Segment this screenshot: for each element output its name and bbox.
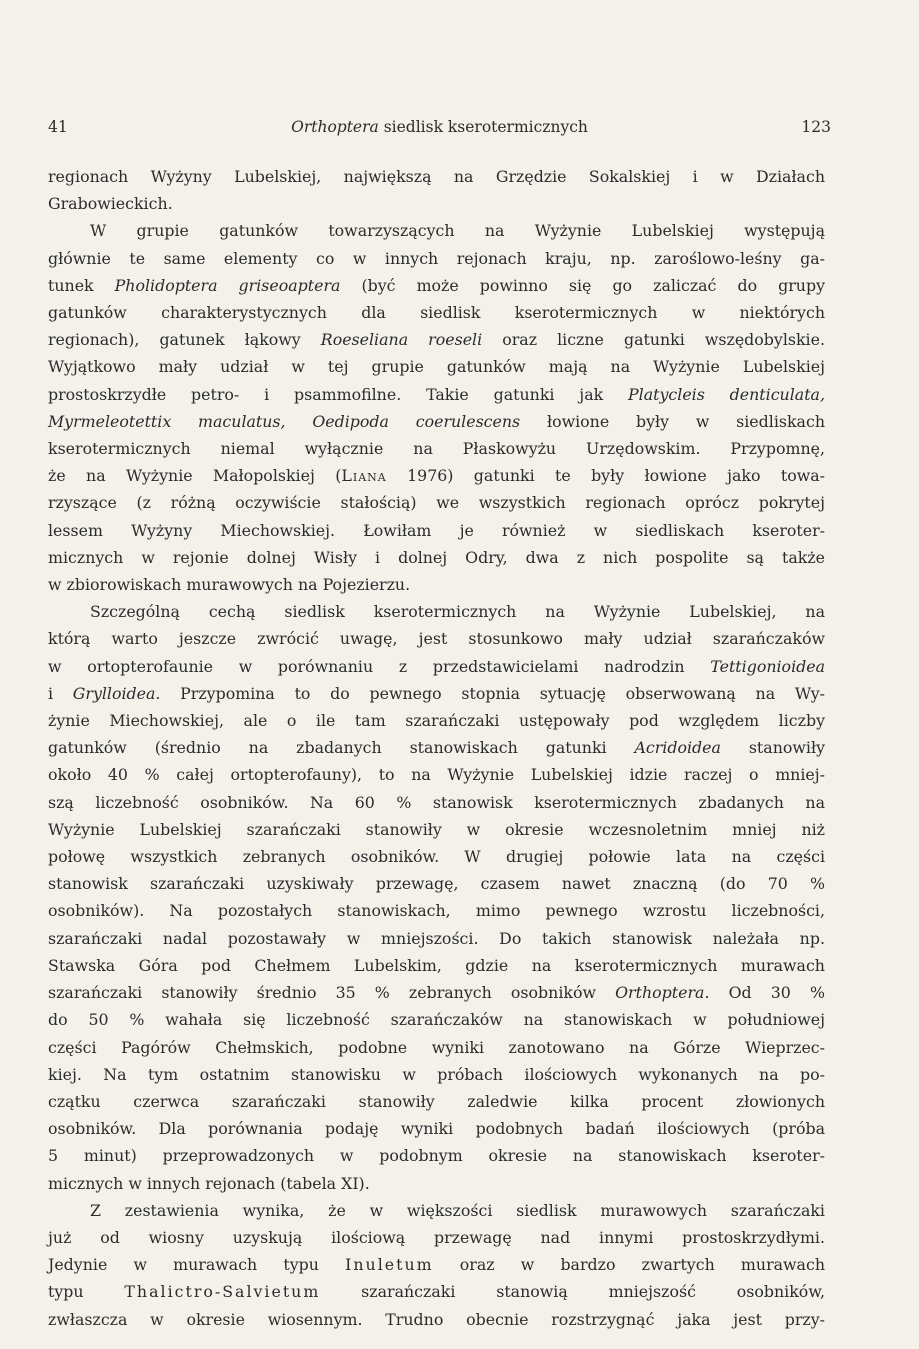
text-line: zwłaszcza w okresie wiosennym. Trudno obecnie rozstrzygnąć jaka jest przy- bbox=[48, 1309, 825, 1329]
text-line: Jedynie w murawach typu Inuletum oraz w bardzo zwartych murawach bbox=[48, 1255, 825, 1275]
text-line: części Pagórów Chełmskich, podobne wyniki zanotowano na Górze Wieprzec- bbox=[48, 1037, 825, 1057]
text-line: regionach Wyżyny Lubelskiej, największą na Grzędzie Sokalskiej i w Działach bbox=[48, 167, 825, 186]
text-line: regionach), gatunek łąkowy Roeseliana roeseli oraz liczne gatunki wszędobylskie. bbox=[48, 330, 825, 350]
page-number: 123 bbox=[801, 118, 831, 136]
running-title-taxon: Orthoptera bbox=[291, 118, 379, 136]
taxon-name: Pholidoptera griseoaptera bbox=[114, 275, 341, 295]
text-line: czątku czerwca szarańczaki stanowiły zaledwie kilka procent złowionych bbox=[48, 1091, 825, 1111]
taxon-name: Acridoidea bbox=[634, 738, 721, 758]
text-line: Myrmeleotettix maculatus, Oedipoda coerulescens łowione były w siedliskach bbox=[48, 411, 825, 431]
text-line: w ortopterofaunie w porównaniu z przedstawicielami nadrodzin Tettigonioidea bbox=[48, 656, 825, 676]
cited-author: Liana bbox=[341, 466, 387, 486]
running-title bbox=[48, 118, 831, 136]
text-line: połowę wszystkich zebranych osobników. W drugiej połowie lata na części bbox=[48, 847, 825, 867]
text-line: tunek Pholidoptera griseoaptera (być może powinno się go zaliczać do grupy bbox=[48, 275, 825, 295]
text-line: Stawska Góra pod Chełmem Lubelskim, gdzie na kserotermicznych murawach bbox=[48, 955, 825, 975]
taxon-name: Platycleis denticulata, bbox=[628, 384, 825, 404]
text-line: 5 minut) przeprowadzonych w podobnym okresie na stanowiskach kseroter- bbox=[48, 1146, 825, 1166]
plant-association-name: Inuletum bbox=[345, 1255, 434, 1275]
text-line: i Grylloidea. Przypomina to do pewnego stopnia sytuację obserwowaną na Wy- bbox=[48, 683, 825, 703]
plant-association-name: Thalictro-Salvietum bbox=[124, 1282, 321, 1302]
text-line: Szczególną cechą siedlisk kserotermicznych na Wyżynie Lubelskiej, na bbox=[90, 602, 825, 622]
text-line: Wyżynie Lubelskiej szarańczaki stanowiły w okresie wczesnoletnim mniej niż bbox=[48, 819, 825, 839]
text-line: Z zestawienia wynika, że w większości siedlisk murawowych szarańczaki bbox=[90, 1200, 825, 1220]
taxon-name: Myrmeleotettix maculatus, Oedipoda coerulescens bbox=[48, 411, 521, 431]
text-line: w zbiorowiskach murawowych na Pojezierzu. bbox=[48, 575, 411, 595]
text-line: typu Thalictro-Salvietum szarańczaki stanowią mniejszość osobników, bbox=[48, 1282, 825, 1302]
text-line: lessem Wyżyny Miechowskiej. Łowiłam je również w siedliskach kseroter- bbox=[48, 520, 825, 540]
text-line: Wyjątkowo mały udział w tej grupie gatunków mają na Wyżynie Lubelskiej bbox=[48, 357, 825, 377]
body-text bbox=[48, 163, 825, 1333]
text-line: którą warto jeszcze zwrócić uwagę, jest stosunkowo mały udział szarańczaków bbox=[48, 629, 825, 649]
text-line: głównie te same elementy co w innych rejonach kraju, np. zaroślowo-leśny ga- bbox=[48, 248, 825, 268]
text-line: gatunków charakterystycznych dla siedlisk kserotermicznych w niektórych bbox=[48, 303, 825, 323]
text-line: osobników). Na pozostałych stanowiskach, mimo pewnego wzrostu liczebności, bbox=[48, 901, 825, 921]
text-line: do 50 % wahała się liczebność szarańczaków na stanowiskach w południowej bbox=[48, 1010, 825, 1030]
text-line: osobników. Dla porównania podaję wyniki podobnych badań ilościowych (próba bbox=[48, 1119, 825, 1139]
text-line: kserotermicznych niemal wyłącznie na Płaskowyżu Urzędowskim. Przypomnę, bbox=[48, 439, 825, 459]
text-line: prostoskrzydłe petro- i psammofilne. Takie gatunki jak Platycleis denticulata, bbox=[48, 384, 825, 404]
taxon-name: Roeseliana roeseli bbox=[320, 330, 483, 350]
text-line: około 40 % całej ortopterofauny), to na Wyżynie Lubelskiej idzie raczej o mniej- bbox=[48, 765, 825, 785]
text-line: że na Wyżynie Małopolskiej (Liana 1976) gatunki te były łowione jako towa- bbox=[48, 466, 825, 486]
text-line: szarańczaki stanowiły średnio 35 % zebranych osobników Orthoptera. Od 30 % bbox=[48, 983, 825, 1003]
running-title-rest: siedlisk kserotermicznych bbox=[378, 118, 588, 136]
taxon-name: Orthoptera bbox=[615, 983, 705, 1003]
text-line: stanowisk szarańczaki uzyskiwały przewagę, czasem nawet znaczną (do 70 % bbox=[48, 874, 825, 894]
text-line: micznych w rejonie dolnej Wisły i dolnej Odry, dwa z nich pospolite są także bbox=[48, 547, 825, 567]
text-line: rzyszące (z różną oczywiście stałością) we wszystkich regionach oprócz pokrytej bbox=[48, 493, 825, 513]
running-header bbox=[48, 118, 831, 142]
text-line: szarańczaki nadal pozostawały w mniejszości. Do takich stanowisk należała np. bbox=[48, 928, 825, 948]
taxon-name: Grylloidea bbox=[72, 683, 156, 703]
text-line: W grupie gatunków towarzyszących na Wyżynie Lubelskiej występują bbox=[90, 221, 825, 241]
text-line: Grabowieckich. bbox=[48, 194, 173, 214]
taxon-name: Tettigonioidea bbox=[710, 656, 825, 676]
text-line: już od wiosny uzyskują ilościową przewagę nad innymi prostoskrzydłymi. bbox=[48, 1227, 825, 1247]
text-line: micznych w innych rejonach (tabela XI). bbox=[48, 1173, 370, 1193]
text-line: szą liczebność osobników. Na 60 % stanowisk kserotermicznych zbadanych na bbox=[48, 792, 825, 812]
page-left-number: 41 bbox=[48, 118, 68, 136]
text-line: kiej. Na tym ostatnim stanowisku w próbach ilościowych wykonanych na po- bbox=[48, 1064, 825, 1084]
text-line: żynie Miechowskiej, ale o ile tam szarańczaki ustępowały pod względem liczby bbox=[48, 711, 825, 731]
text-line: gatunków (średnio na zbadanych stanowiskach gatunki Acridoidea stanowiły bbox=[48, 738, 826, 758]
